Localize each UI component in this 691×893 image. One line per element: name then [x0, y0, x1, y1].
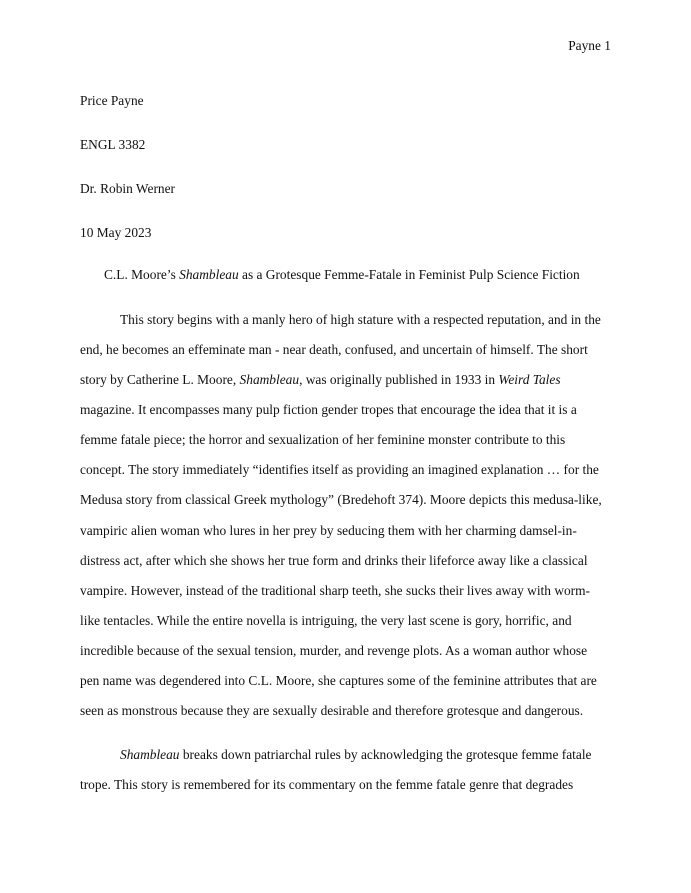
running-head: Payne 1: [568, 38, 611, 53]
essay-title: [104, 267, 580, 283]
paragraph-line: Medusa story from classical Greek mythology” (Bredehoft 374). Moore depicts this medusa-like,: [80, 492, 602, 507]
paragraph-line: [120, 747, 592, 763]
paragraph-line: vampire. However, instead of the traditional sharp teeth, she sucks their lives away with worm-: [80, 583, 591, 598]
instructor-name: Dr. Robin Werner: [80, 181, 175, 196]
author-name: Price Payne: [80, 93, 144, 108]
paragraph-line: trope. This story is remembered for its commentary on the femme fatale genre that degrades: [80, 777, 574, 792]
text-run: breaks down patriarchal rules by acknowledging the grotesque femme fatale: [179, 747, 592, 762]
paragraph-line: end, he becomes an effeminate man - near death, confused, and uncertain of himself. The short: [80, 342, 588, 357]
paragraph-line: incredible because of the sexual tension, murder, and revenge plots. As a woman author whose: [80, 643, 588, 658]
paragraph-line: distress act, after which she shows her true form and drinks their lifeforce away like a classical: [80, 553, 588, 568]
paragraph-line: vampiric alien woman who lures in her prey by seducing them with her charming damsel-in-: [80, 523, 577, 538]
paragraph-line: pen name was degendered into C.L. Moore, she captures some of the feminine attributes that are: [80, 673, 597, 688]
paragraph-line: concept. The story immediately “identifies itself as providing an imagined explanation … for the: [80, 462, 599, 477]
paragraph-line: femme fatale piece; the horror and sexualization of her feminine monster contribute to this: [80, 432, 566, 447]
text-run: story by Catherine L. Moore,: [80, 372, 240, 387]
text-italic: Shambleau: [120, 747, 180, 762]
title-prefix: C.L. Moore’s: [104, 267, 180, 282]
paragraph-line: like tentacles. While the entire novella is intriguing, the very last scene is gory, horrific, and: [80, 613, 572, 628]
title-italic: Shambleau: [179, 267, 239, 282]
paragraph-line: This story begins with a manly hero of high stature with a respected reputation, and in the: [120, 312, 601, 327]
paragraph-line: magazine. It encompasses many pulp fiction gender tropes that encourage the idea that it is a: [80, 402, 577, 417]
paragraph-line: [80, 372, 561, 388]
submission-date: 10 May 2023: [80, 225, 152, 240]
title-suffix: as a Grotesque Femme-Fatale in Feminist Pulp Science Fiction: [238, 267, 580, 282]
text-run: , was originally published in 1933 in: [299, 372, 499, 387]
paragraph-line: seen as monstrous because they are sexually desirable and therefore grotesque and dangerous.: [80, 703, 584, 718]
course-code: ENGL 3382: [80, 137, 146, 152]
text-italic: Weird Tales: [498, 372, 561, 387]
text-italic: Shambleau: [239, 372, 300, 387]
